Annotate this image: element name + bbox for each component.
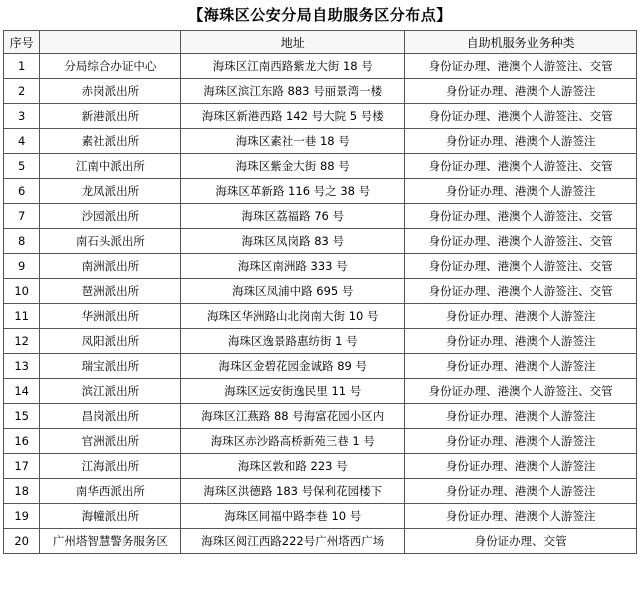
cell-name: 南华西派出所 <box>40 479 181 504</box>
cell-name: 南石头派出所 <box>40 229 181 254</box>
header-services: 自助机服务业务种类 <box>405 31 637 54</box>
cell-services: 身份证办理、港澳个人游签注 <box>405 504 637 529</box>
cell-services: 身份证办理、港澳个人游签注、交管 <box>405 254 637 279</box>
cell-address: 海珠区凤浦中路 695 号 <box>181 279 405 304</box>
cell-no: 2 <box>4 79 40 104</box>
cell-name: 滨江派出所 <box>40 379 181 404</box>
cell-address: 海珠区滨江东路 883 号丽景湾一楼 <box>181 79 405 104</box>
cell-services: 身份证办理、港澳个人游签注 <box>405 329 637 354</box>
cell-no: 11 <box>4 304 40 329</box>
cell-no: 4 <box>4 129 40 154</box>
service-locations-table <box>3 30 637 554</box>
cell-address: 海珠区革新路 116 号之 38 号 <box>181 179 405 204</box>
cell-no: 10 <box>4 279 40 304</box>
table-row <box>4 329 637 354</box>
cell-services: 身份证办理、港澳个人游签注、交管 <box>405 279 637 304</box>
cell-name: 分局综合办证中心 <box>40 54 181 79</box>
table-body <box>4 54 637 554</box>
table-row <box>4 54 637 79</box>
table-row <box>4 354 637 379</box>
cell-no: 15 <box>4 404 40 429</box>
table-row <box>4 129 637 154</box>
cell-address: 海珠区赤沙路高桥新苑三巷 1 号 <box>181 429 405 454</box>
cell-name: 凤阳派出所 <box>40 329 181 354</box>
header-no: 序号 <box>4 31 40 54</box>
table-row <box>4 229 637 254</box>
cell-no: 20 <box>4 529 40 554</box>
table-row <box>4 529 637 554</box>
table-row <box>4 479 637 504</box>
cell-services: 身份证办理、港澳个人游签注 <box>405 304 637 329</box>
cell-address: 海珠区南洲路 333 号 <box>181 254 405 279</box>
cell-address: 海珠区华洲路山北岗南大街 10 号 <box>181 304 405 329</box>
cell-services: 身份证办理、港澳个人游签注、交管 <box>405 204 637 229</box>
cell-no: 16 <box>4 429 40 454</box>
cell-services: 身份证办理、港澳个人游签注 <box>405 429 637 454</box>
cell-address: 海珠区紫金大街 88 号 <box>181 154 405 179</box>
cell-address: 海珠区远安街逸民里 11 号 <box>181 379 405 404</box>
cell-services: 身份证办理、港澳个人游签注 <box>405 404 637 429</box>
cell-services: 身份证办理、港澳个人游签注 <box>405 479 637 504</box>
cell-no: 6 <box>4 179 40 204</box>
table-row <box>4 279 637 304</box>
table-row <box>4 254 637 279</box>
table-header-row <box>4 31 637 54</box>
header-name <box>40 31 181 54</box>
cell-services: 身份证办理、港澳个人游签注、交管 <box>405 229 637 254</box>
cell-no: 13 <box>4 354 40 379</box>
cell-name: 瑞宝派出所 <box>40 354 181 379</box>
cell-name: 新港派出所 <box>40 104 181 129</box>
cell-name: 华洲派出所 <box>40 304 181 329</box>
cell-name: 海幢派出所 <box>40 504 181 529</box>
cell-address: 海珠区逸景路惠纺街 1 号 <box>181 329 405 354</box>
table-row <box>4 379 637 404</box>
cell-no: 5 <box>4 154 40 179</box>
cell-name: 江南中派出所 <box>40 154 181 179</box>
table-row <box>4 79 637 104</box>
cell-no: 17 <box>4 454 40 479</box>
cell-name: 广州塔智慧警务服务区 <box>40 529 181 554</box>
cell-no: 7 <box>4 204 40 229</box>
cell-services: 身份证办理、交管 <box>405 529 637 554</box>
cell-services: 身份证办理、港澳个人游签注、交管 <box>405 379 637 404</box>
cell-name: 素社派出所 <box>40 129 181 154</box>
cell-name: 沙园派出所 <box>40 204 181 229</box>
header-address: 地址 <box>181 31 405 54</box>
table-row <box>4 179 637 204</box>
cell-services: 身份证办理、港澳个人游签注 <box>405 454 637 479</box>
cell-services: 身份证办理、港澳个人游签注 <box>405 354 637 379</box>
cell-name: 昌岗派出所 <box>40 404 181 429</box>
cell-name: 南洲派出所 <box>40 254 181 279</box>
cell-address: 海珠区阅江西路222号广州塔西广场 <box>181 529 405 554</box>
table-row <box>4 104 637 129</box>
table-row <box>4 429 637 454</box>
table-row <box>4 404 637 429</box>
table-row <box>4 454 637 479</box>
cell-address: 海珠区江南西路紫龙大街 18 号 <box>181 54 405 79</box>
table-row <box>4 204 637 229</box>
table-row <box>4 304 637 329</box>
cell-name: 官洲派出所 <box>40 429 181 454</box>
cell-address: 海珠区敦和路 223 号 <box>181 454 405 479</box>
page-title: 【海珠区公安分局自助服务区分布点】 <box>188 6 452 24</box>
cell-services: 身份证办理、港澳个人游签注 <box>405 129 637 154</box>
cell-address: 海珠区江燕路 88 号海富花园小区内 <box>181 404 405 429</box>
cell-address: 海珠区素社一巷 18 号 <box>181 129 405 154</box>
cell-no: 18 <box>4 479 40 504</box>
cell-no: 9 <box>4 254 40 279</box>
cell-no: 3 <box>4 104 40 129</box>
cell-address: 海珠区同福中路李巷 10 号 <box>181 504 405 529</box>
cell-no: 19 <box>4 504 40 529</box>
cell-no: 8 <box>4 229 40 254</box>
cell-services: 身份证办理、港澳个人游签注、交管 <box>405 54 637 79</box>
cell-name: 赤岗派出所 <box>40 79 181 104</box>
cell-services: 身份证办理、港澳个人游签注 <box>405 179 637 204</box>
cell-name: 琶洲派出所 <box>40 279 181 304</box>
table-row <box>4 154 637 179</box>
cell-address: 海珠区金碧花园金诚路 89 号 <box>181 354 405 379</box>
cell-no: 1 <box>4 54 40 79</box>
cell-name: 龙凤派出所 <box>40 179 181 204</box>
cell-services: 身份证办理、港澳个人游签注、交管 <box>405 104 637 129</box>
cell-address: 海珠区凤岗路 83 号 <box>181 229 405 254</box>
cell-name: 江海派出所 <box>40 454 181 479</box>
table-row <box>4 504 637 529</box>
cell-address: 海珠区新港西路 142 号大院 5 号楼 <box>181 104 405 129</box>
cell-services: 身份证办理、港澳个人游签注 <box>405 79 637 104</box>
cell-address: 海珠区洪德路 183 号保利花园楼下 <box>181 479 405 504</box>
cell-no: 12 <box>4 329 40 354</box>
cell-services: 身份证办理、港澳个人游签注、交管 <box>405 154 637 179</box>
cell-address: 海珠区荔福路 76 号 <box>181 204 405 229</box>
cell-no: 14 <box>4 379 40 404</box>
